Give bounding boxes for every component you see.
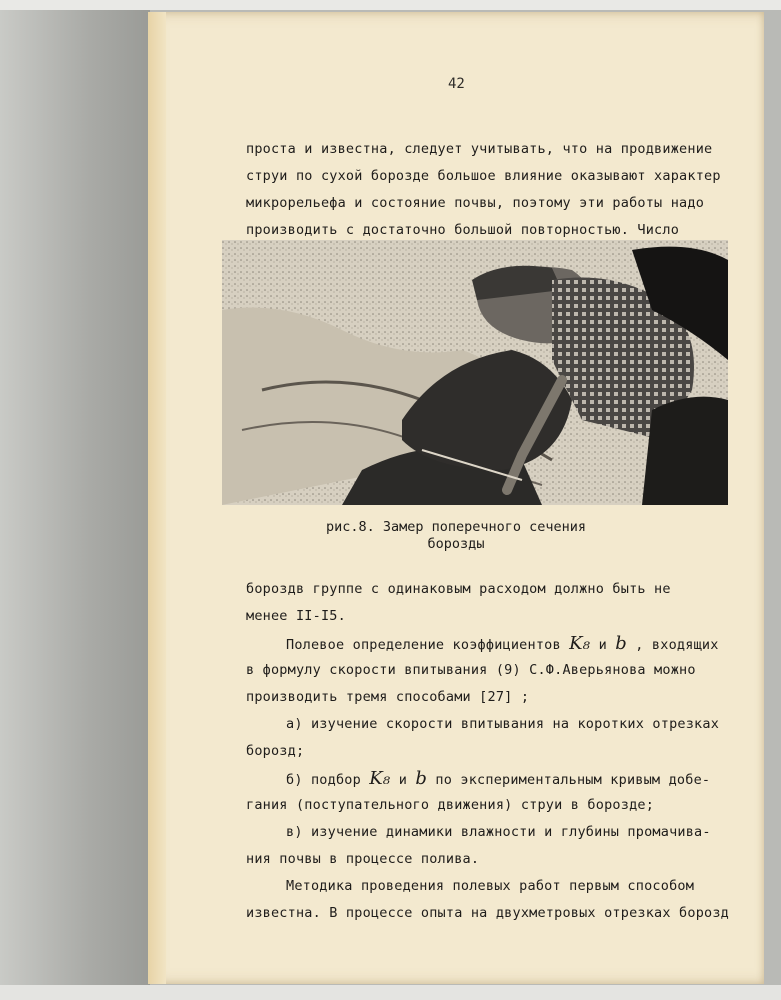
text-fragment: Полевое определение коэффициентов — [286, 637, 561, 653]
coefficient-b: b — [415, 768, 428, 789]
scan-background-top — [0, 0, 781, 10]
caption-line: борозды — [427, 536, 485, 552]
list-item-a: а) изучение скорости впитывания на коротких отрезках — [286, 716, 720, 732]
text-line: проста и известна, следует учитывать, что на продвижение — [246, 141, 713, 157]
text-line: Методика проведения полевых работ первым способом — [286, 878, 695, 894]
scan-background-bottom — [0, 985, 781, 1000]
list-item-b-cont: гания (поступательного движения) струи в борозде; — [246, 797, 655, 813]
list-item-c-cont: ния почвы в процессе полива. — [246, 851, 480, 867]
text-fragment: б) подбор — [286, 772, 361, 788]
text-line: в формулу скорости впитывания (9) С.Ф.Аверьянова можно — [246, 662, 696, 678]
text-line: производить тремя способами [27] ; — [246, 689, 530, 705]
page-number: 42 — [448, 76, 465, 92]
page-binding-edge — [148, 12, 166, 984]
caption-line: рис.8. Замер поперечного сечения — [325, 519, 587, 535]
text-line — [246, 630, 776, 659]
text-line: производить с достаточно большой повторностью. Число — [246, 222, 680, 238]
text-line: известна. В процессе опыта на двухметровых отрезках борозд — [246, 905, 730, 921]
text-fragment: и — [598, 637, 607, 653]
text-fragment: , входящих — [635, 637, 719, 653]
text-fragment: и — [398, 772, 408, 788]
text-line: менее II-I5. — [246, 608, 346, 624]
text-line: бороздв группе с одинаковым расходом должно быть не — [246, 581, 671, 597]
text-line: струи по сухой борозде большое влияние оказывают характер — [246, 168, 721, 184]
coefficient-k: K₈ — [369, 768, 391, 789]
text-line: микрорельефа и состояние почвы, поэтому эти работы надо — [246, 195, 705, 211]
list-item-a-cont: борозд; — [246, 743, 305, 759]
figure-photo-furrow-measurement — [222, 240, 728, 505]
coefficient-k: K₈ — [569, 633, 591, 654]
text-fragment: по экспериментальным кривым добе- — [435, 772, 711, 788]
photo-illustration — [222, 240, 728, 505]
list-item-b — [246, 765, 776, 794]
coefficient-b: b — [615, 633, 627, 654]
scan-background-left — [0, 0, 150, 1000]
list-item-c: в) изучение динамики влажности и глубины промачива- — [286, 824, 711, 840]
figure-caption — [306, 519, 606, 553]
